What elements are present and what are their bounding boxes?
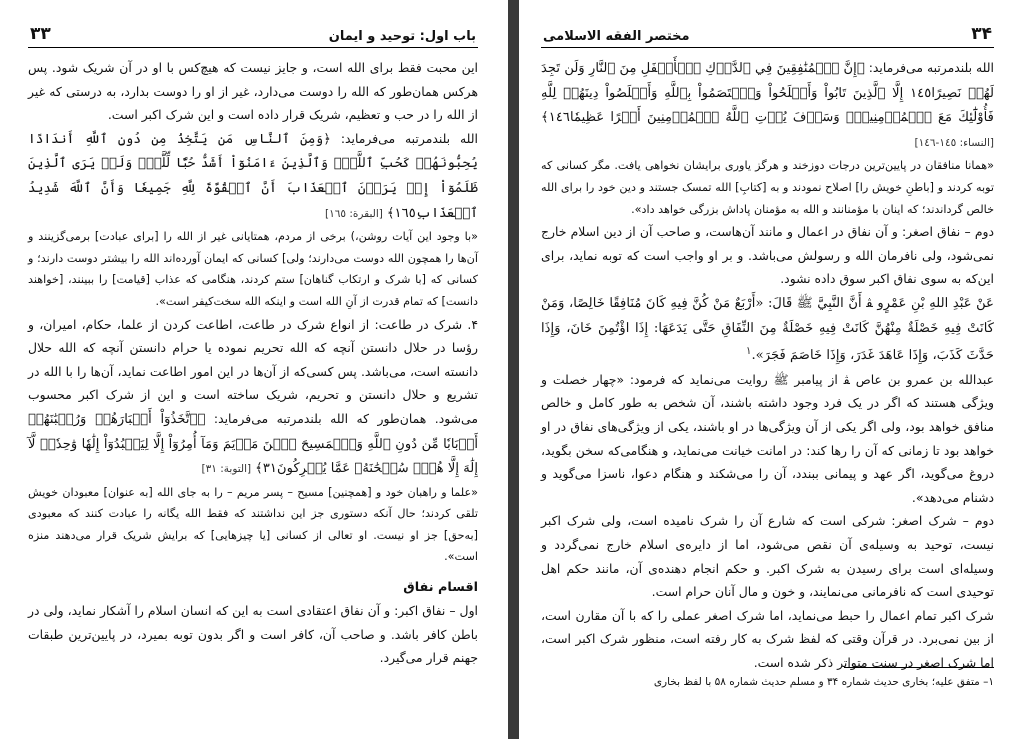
right-header-title: مختصر الفقه الاسلامی — [543, 29, 690, 44]
paragraph: الله بلندمرتبه می‌فرماید: — [340, 130, 478, 146]
quran-verse: ﴿وَمِنَ ٱلنَّاسِ مَن يَتَّخِذُ مِن دُونِ ٱللَّهِ أَندَادًا يُحِبُّونَهُمۡ كَحُبِّ ٱللَّهِۖ وَٱلَّذِينَ ءَامَنُوٓاْ أَشَدُّ حُبّٗا لِّلَّهِۗ وَلَوۡ يَرَى ٱلَّذِينَ ظَلَمُوٓاْ إِذۡ يَرَوۡنَ ٱلۡعَذَابَ أَنَّ ٱلۡقُوَّةَ لِلَّهِ جَمِيعٗا وَأَنَّ ٱللَّهَ شَدِيدُ ٱلۡعَذَابِ١٦٥﴾ — [28, 131, 478, 221]
paragraph: شرک اکبر تمام اعمال را حبط می‌نماید، اما شرک اصغر عملی را که با آن مقارن است، از بین نمی‌برد. در قرآن وقتی که لفظ شرک به کار رفته است، منظور شرک اکبر است، اما شرک اصغر در سنت متواتر ذکر شده است. — [541, 607, 994, 670]
left-header-title: باب اول: توحید و ایمان — [328, 29, 476, 44]
book-gutter — [508, 0, 519, 739]
verse-block — [28, 127, 478, 226]
left-page-header — [28, 16, 478, 48]
left-page-number: ۳۳ — [30, 24, 51, 44]
paragraph: الله بلندمرتبه می‌فرماید: — [868, 60, 994, 75]
right-page-header — [541, 16, 994, 48]
footnote-marker: ١ — [745, 345, 752, 358]
verse-block — [28, 313, 478, 482]
translation: «علما و راهبان خود و [همچنین] مسیح – پسر مریم – را به جای الله [به عنوان] معبودان خویش تلقی کردند؛ حال آنکه دستوری جز این نداشتند که فقط الله یگانه را عبادت کنند که معبودی [به‌حق] جز او نیست. او تعالی از کسانی [یا چیزهایی] که برایش شریک قرار می‌دهند منزه است». — [28, 485, 478, 564]
verse-reference: [البقرة: ١٦٥] — [324, 207, 383, 220]
footnote: ١– متفق علیه؛ بخاری حدیث شماره ۳۴ و مسلم حدیث شماره ۵۸ با لفظ بخاری — [653, 676, 994, 688]
paragraph: عبدالله بن عمرو بن عاص ﭭ از پیامبر ﷺ روایت می‌نماید که فرمود: «چهار خصلت و ویژگی هستند که اگر در یک فرد وجود داشته باشند، آن شخص به طور کامل و خالص منافق خواهد بود، ولی اگر یکی از آن ویژگی‌ها در او باشند، یکی از ویژگی‌های نفاق در او خواهد بود تا زمانی که آن را رها کند: در امانت خیانت می‌نماید، و هنگامی‌که سخن بگوید، دروغ می‌گوید، اگر عهد و پیمانی ببندد، آن را می‌شکند و هنگام دعوا، ناسزا می‌گوید و دشنام می‌دهد». — [541, 371, 994, 505]
translation: «با وجود این آیات روشن،) برخی از مردم، همتایانی غیر از الله را [برای عبادت] برمی‌گزینند و آن‌ها را همچون الله دوست می‌دارند؛ ولی] کسانی که ایمان آورده‌اند الله را بیشتر دوست دارند؛ و کسانی که [با شرک و ارتکاب گناهان] ستم کردند، هنگامی که عذاب [قیامت] را ببینند، [خواهند دانست] که تمام قدرت از آنِ الله است و اینکه الله سخت‌کیفر است». — [28, 230, 478, 308]
translation: «همانا منافقان در پایین‌ترین درجات دوزخند و هرگز یاوری برایشان نخواهی یافت. مگر کسانی که توبه کردند و [باطنِ خویش را] اصلاح نمودند و به [کتابِ] الله تمسک جستند و دین خود را برای الله خالص گرداندند؛ که اینان با مؤمنانند و الله به مؤمنان پاداش بزرگی خواهد داد». — [541, 159, 994, 216]
right-page — [519, 0, 1024, 739]
verse-reference: [التوبة: ٣١] — [201, 463, 252, 476]
section-heading: اقسام نفاق — [403, 580, 478, 596]
paragraph: دوم – شرک اصغر: شرکی است که شارع آن را شرک نامیده است، ولی شرک اکبر نیست، توحید به وسیله‌ی آن نقص می‌شود، اما از دایره‌ی اسلام خارج نمی‌گردد و وسیله‌ای است برای رسیدن به شرک اکبر. و حکم انجام دهنده‌ی آن، مانند حکم اهل توحیدی است که نافرمانی می‌نمایند، و خون و مال آنان حرام است. — [541, 513, 994, 600]
hadith-text: عَنْ عَبْدِ اللهِ بْنِ عَمْرٍو ﭭ أَنَّ النَّبِيَّ ﷺ قَالَ: «أَرْبَعٌ مَنْ كُنَّ فِيهِ كَانَ مُنَافِقًا خَالِصًا، وَمَنْ كَانَتْ فِيهِ خَصْلَةٌ مِنْهُنَّ كَانَتْ فِيهِ خَصْلَةٌ مِنَ النِّفَاقِ حَتَّى يَدَعَهَا: إِذَا اؤْتُمِنَ خَانَ، وَإِذَا حَدَّثَ كَذَبَ، وَإِذَا عَاهَدَ غَدَرَ، وَإِذَا خَاصَمَ فَجَرَ». — [541, 295, 994, 364]
paragraph: ۴. شرک در طاعت: از انواع شرک در طاعت، اطاعت کردن از علما، حکام، امیران، و رؤسا در حلال دانستن آنچه که الله تحریم نموده یا حرام دانستن آنچه که الله حلال دانسته است، می‌باشد. پس کسی‌که از آن‌ها در این امور اطاعت نماید، آن‌ها را با الله در تشریع و حلال دانستن و تحریم، شریک ساخته است و این از شرک اکبر محسوب می‌شود. همان‌طور که الله بلندمرتبه می‌فرماید: — [28, 316, 478, 426]
paragraph: اول – نفاق اکبر: و آن نفاق اعتقادی است به این که انسان اسلام را آشکار نماید، ولی در باطن کافر باشد. و صاحب آن، کافر است و اگر بدون توبه بمیرد، در پایین‌ترین طبقات جهنم قرار می‌گیرد. — [28, 603, 478, 666]
verse-reference: [النساء: ١٤٥-١٤٦] — [914, 136, 994, 149]
verse-block — [541, 56, 994, 155]
paragraph: دوم – نفاق اصغر: و آن نفاق در اعمال و مانند آن‌هاست، و صاحب آن از دین اسلام خارج نمی‌شود، ولی نافرمان الله و رسولش می‌باشد. و بر او واجب است که توبه نماید، برای این‌که به سوی نفاق اکبر سوق داده نشود. — [541, 224, 994, 287]
right-page-number: ۳۴ — [971, 24, 992, 44]
quran-verse: ﴿إِنَّ ٱلۡمُنَٰفِقِينَ فِي ٱلدَّرۡكِ ٱلۡأَسۡفَلِ مِنَ ٱلنَّارِ وَلَن تَجِدَ لَهُمۡ نَصِيرًا١٤٥ إِلَّا ٱلَّذِينَ تَابُواْ وَأَصۡلَحُواْ وَٱعۡتَصَمُواْ بِٱللَّهِ وَأَخۡلَصُواْ دِينَهُمۡ لِلَّهِ فَأُوْلَٰٓئِكَ مَعَ ٱلۡمُؤۡمِنِينَۖ وَسَوۡفَ يُؤۡتِ ٱللَّهُ ٱلۡمُؤۡمِنِينَ أَجۡرًا عَظِيمٗا١٤٦﴾ — [541, 61, 994, 126]
left-page — [0, 0, 508, 739]
footnote-divider — [844, 667, 994, 668]
hadith-block — [541, 291, 994, 368]
paragraph: این محبت فقط برای الله است، و جایز نیست که هیچ‌کس با او در آن شریک شود. پس هرکس همان‌طور که الله را دوست می‌دارد، غیر از او را دوست بدارد، به درستی که غیر از الله را در حب و تعظیم، شریک قرار داده است و این شرک اکبر است. — [28, 60, 478, 123]
quran-verse: ﴿ٱتَّخَذُوٓاْ أَحۡبَارَهُمۡ وَرُهۡبَٰنَهُمۡ أَرۡبَابٗا مِّن دُونِ ٱللَّهِ وَٱلۡمَسِيحَ ٱبۡنَ مَرۡيَمَ وَمَآ أُمِرُوٓاْ إِلَّا لِيَعۡبُدُوٓاْ إِلَٰهٗا وَٰحِدٗاۖ لَّآ إِلَٰهَ إِلَّا هُوَۚ سُبۡحَٰنَهُۥ عَمَّا يُشۡرِكُونَ٣١﴾ — [28, 411, 478, 477]
